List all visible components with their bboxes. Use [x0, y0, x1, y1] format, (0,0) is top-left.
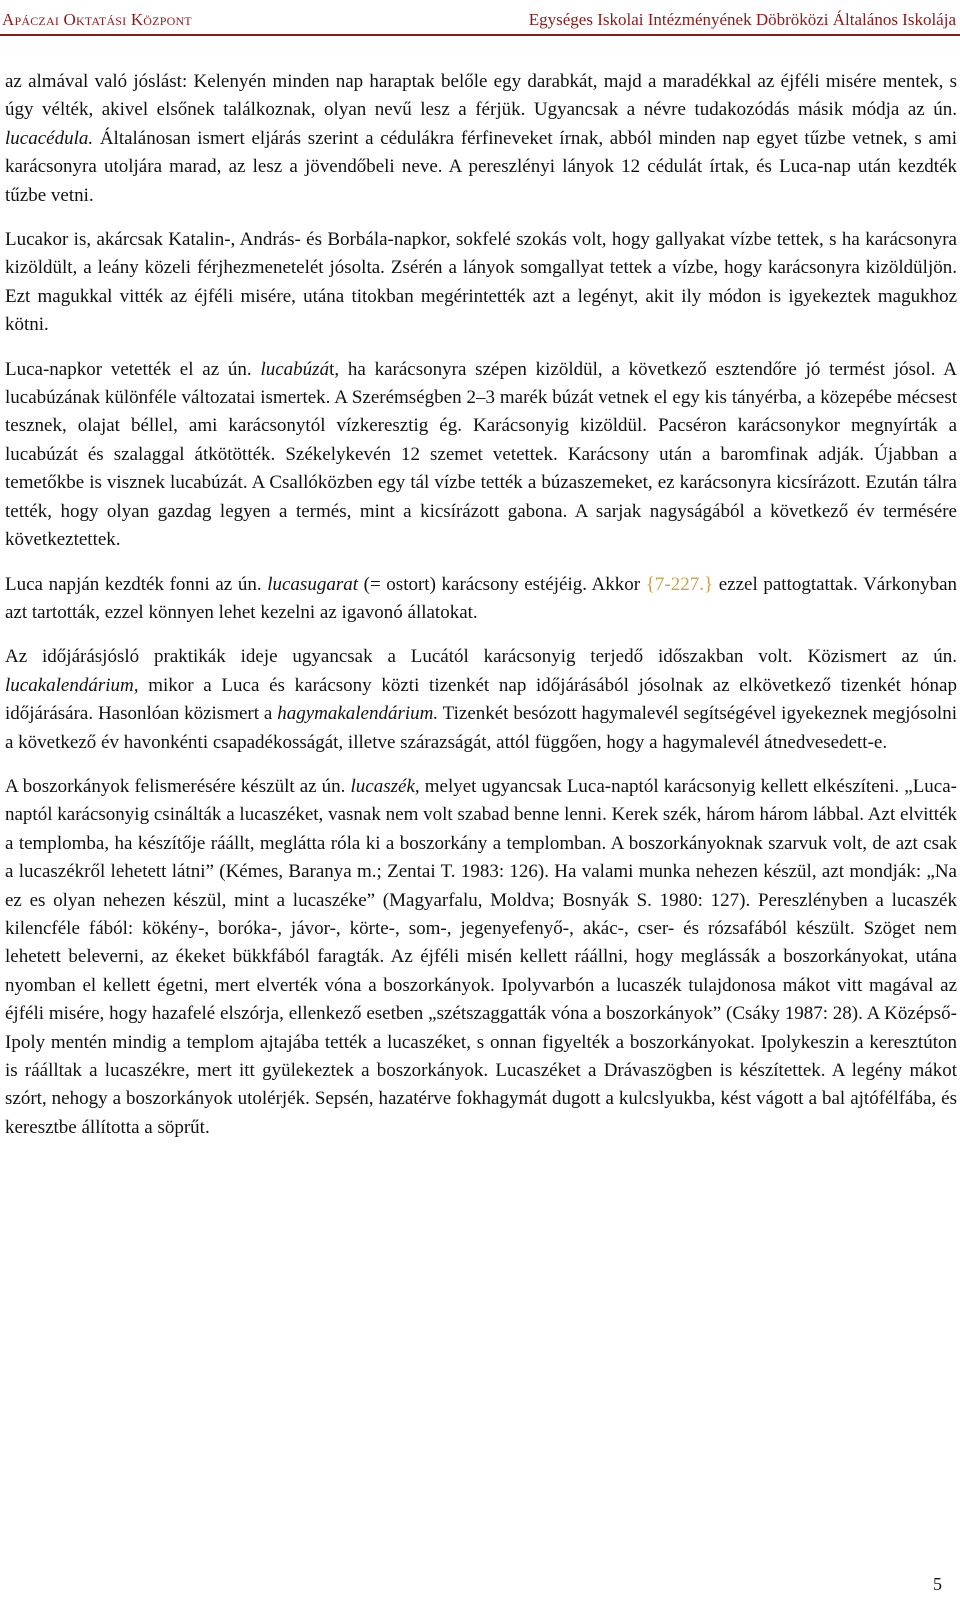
term-lucabuza: lucabúzá — [260, 358, 330, 380]
header-organization: Apáczai Oktatási Központ — [2, 10, 192, 29]
term-lucasugarat: lucasugarat — [267, 573, 358, 595]
paragraph-gallyak: Lucakor is, akárcsak Katalin-, András- és Borbála-napkor, sokfelé szokás volt, hogy gallyakat vízbe tettek, s ha karácsonyra kizöldült, a leány közeli férjhezmenetelét jósolta. Zsérén a lányok somgallyat tettek a vízbe, hogy karácsonyra kizöldüljön. Ezt magukkal vitték az éjféli misére, utána titokban megérintették azt a legényt, akit ily módon is igyekeztek magukhoz kötni. — [5, 229, 957, 336]
term-hagymakalendarium: hagymakalendárium. — [277, 703, 439, 725]
paragraph-lucabuza: Luca-napkor vetették el az ún. lucabúzát, ha karácsonyra szépen kizöldül, a következő esztendőre jó termést jósol. A lucabúzának különféle változatai ismertek. A Szerémségben 2–3 marék búzát vetnek el egy kis tányérba, a közepébe mécsest tesznek, olajat béllel, ami karácsonytól vízkeresztig ég. Karácsonyig kizöldül. Pacséron karácsonykor megnyírták a lucabúzát és szalaggal átkötötték. Székelykevén 12 szemet vetettek. Karácsony után a baromfinak adják. Újabban a temetőkbe is visznek lucabúzát. A Csallóközben egy tál vízbe tették a búzaszemeket, ez karácsonyra kicsírázott. Ezután tálra tették, hogy olyan gazdag legyen a termés, mint a kicsírázott gabona. A sarjak nagyságából a következő év termésére következtettek. — [5, 358, 958, 551]
term-lucacedula: lucacédula. — [5, 127, 94, 149]
term-lucakalendarium: lucakalendárium, — [5, 674, 139, 696]
reference-marker: {7-227.} — [645, 573, 714, 595]
document-body — [5, 68, 957, 1158]
paragraph-lucacedula: az almával való jóslást: Kelenyén minden nap haraptak belőle egy darabkát, majd a maradékkal az éjféli misére mentek, s úgy vélték, akivel elsőnek találkoznak, olyan nevű lesz a férjük. Ugyancsak a névre tudakozódás másik módja az ún. lucacédula. Általánosan ismert eljárás szerint a cédulákra férfineveket írnak, abból minden nap egyet tűzbe vetnek, s ami karácsonyra utoljára marad, az lesz a jövendőbeli neve. A pereszlényi lányok 12 cédulát írtak, és Luca-nap után kezdték tűzbe vetni. — [5, 71, 957, 206]
page-number: 5 — [933, 1574, 942, 1594]
term-lucaszek: lucaszék, — [350, 775, 420, 797]
paragraph-kalendarium: Az időjárásjósló praktikák ideje ugyancsak a Lucától karácsonyig terjedő időszakban volt. Közismert az ún. lucakalendárium, mikor a Luca és karácsony közti tizenkét nap időjárásából jósolnak az elkövetkező tizenkét hónap időjárására. Hasonlóan közismert a hagymakalendárium. Tizenkét besózott hagymalevél segítségével igyekeznek megjósolni a következő év havonkénti csapadékosságát, illetve szárazságát, attól függően, hogy a hagymalevél átnedvesedett-e. — [5, 646, 957, 753]
paragraph-lucasugar: Luca napján kezdték fonni az ún. lucasugarat (= ostort) karácsony estéjéig. Akkor {7-227.} ezzel pattogtattak. Várkonyban azt tartották, ezzel könnyen lehet kezelni az igavonó állatokat. — [5, 573, 958, 623]
header-school: Egységes Iskolai Intézményének Döbröközi Általános Iskolája — [528, 10, 956, 29]
page-header — [0, 0, 960, 36]
paragraph-lucaszek: A boszorkányok felismerésére készült az ún. lucaszék, melyet ugyancsak Luca-naptól karácsonyig kellett elkészíteni. „Luca-naptól karácsonyig csinálták a lucaszéket, vasnak nem volt szabad benne lenni. Kerek szék, három három lábbal. Azt elvitték a templomba, ha készítője ráállt, meglátta róla ki a boszorkány a templomban. A boszorkányoknak szarvuk volt, de azt csak a lucaszékről lehetett látni” (Kémes, Baranya m.; Zentai T. 1983: 126). Ha valami munka nehezen készül, azt mondják: „Na ez es olyan nehezen készül, mint a lucaszéke” (Magyarfalu, Moldva; Bosnyák S. 1980: 127). Pereszlényben a lucaszék kilencféle fából: kökény-, boróka-, jávor-, körte-, som-, jegenyefenyő-, akác-, cser- és rózsafából készült. Szöget nem lehetett beleverni, az ékeket bükkfából faragták. Az éjféli misén kellett ráállni, hogy meglássák a boszorkányokat, utána nyomban el kellett égetni, mert elverték vóna a boszorkányok. Ipolyvarbón a lucaszék tulajdonosa mákot vitt magával az éjféli misére, hogy hazafelé elszórja, ellenkező esetben „szétszaggatták vóna a boszorkányok” (Csáky 1987: 28). A Középső-Ipoly mentén mindig a templom ajtajába tették a lucaszéket, s onnan figyelték a boszorkányokat. Ipolykeszin a keresztúton is ráálltak a lucaszékre, mert itt gyülekeztek a boszorkányok. Lucaszéket a Drávaszögben is készítettek. A legény mákot szórt, nehogy a boszorkányok utolérjék. Sepsén, hazatérve fokhagymát dugott a kulcslyukba, kést vágott a bal ajtófélfába, és keresztbe állította a söprűt. — [5, 775, 957, 1138]
